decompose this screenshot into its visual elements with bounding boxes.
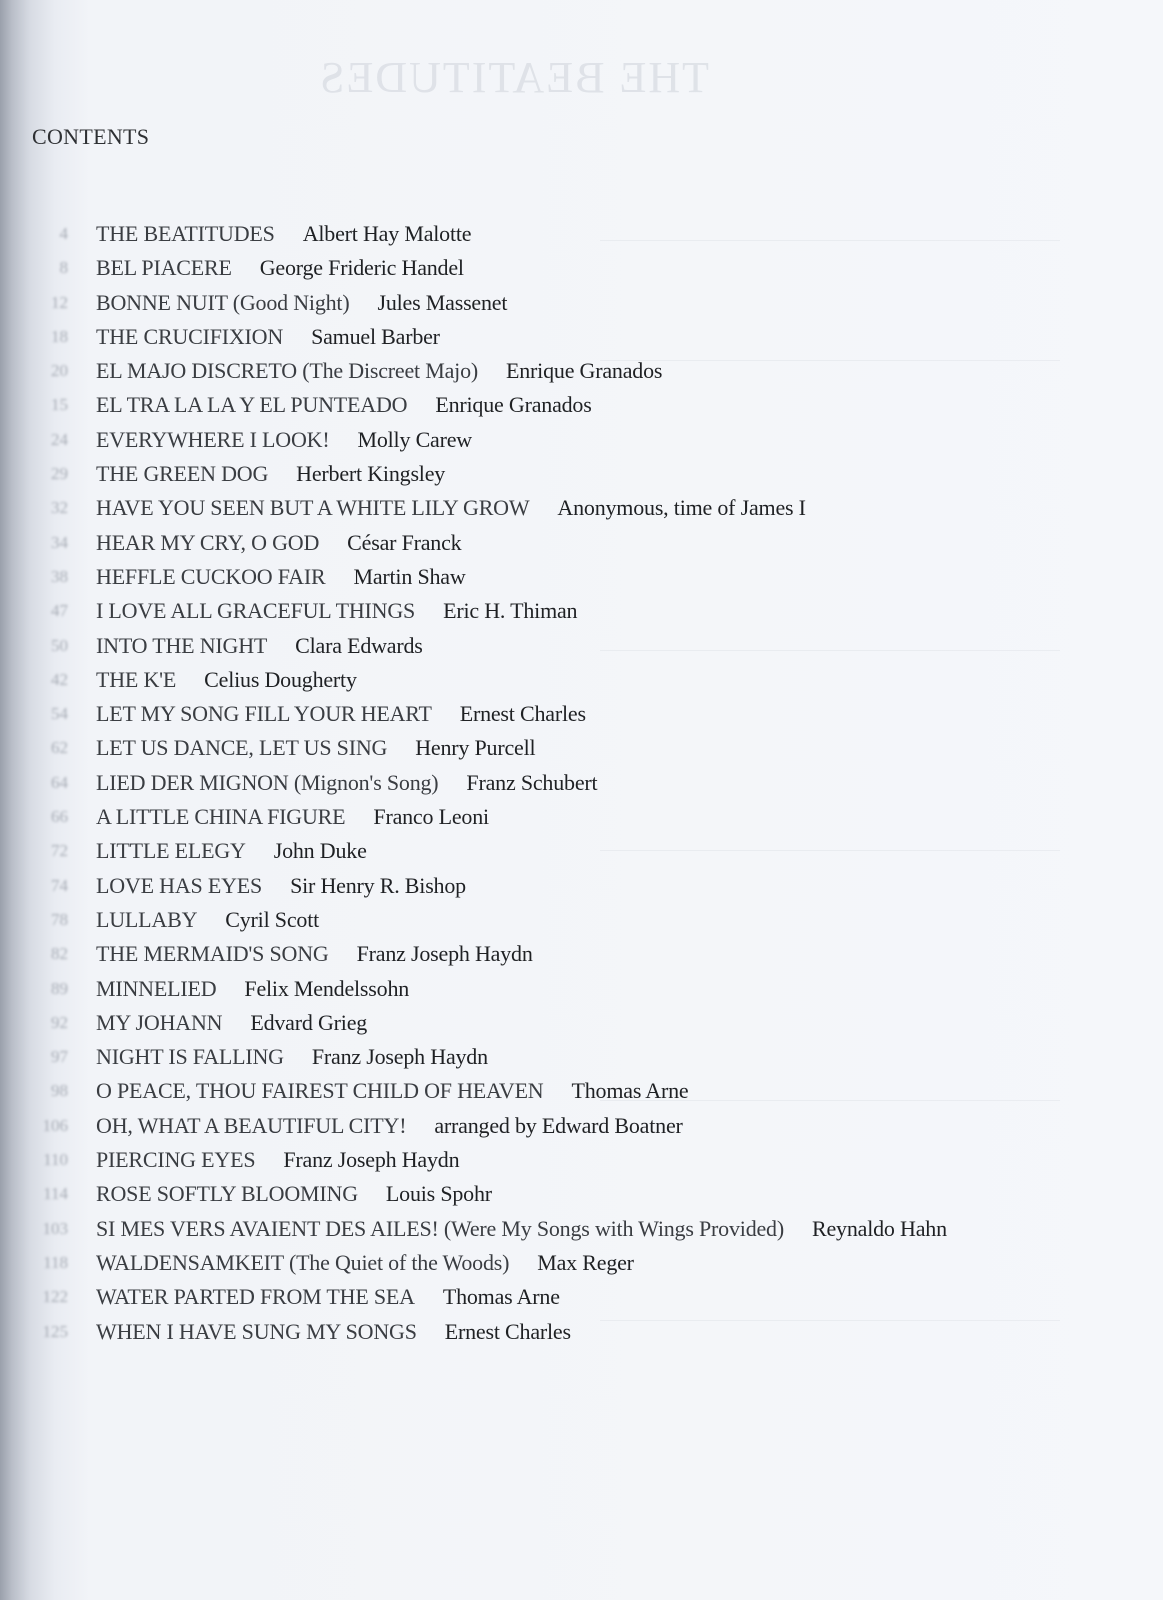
toc-song-title: ROSE SOFTLY BLOOMING (96, 1181, 358, 1207)
toc-entry (0, 594, 1163, 628)
toc-song-title: WATER PARTED FROM THE SEA (96, 1284, 415, 1310)
toc-composer: César Franck (347, 529, 462, 555)
toc-composer: Ernest Charles (444, 1318, 571, 1344)
toc-song-title: BEL PIACERE (96, 255, 232, 281)
toc-entry (0, 1177, 1163, 1211)
toc-song-title: EL TRA LA LA Y EL PUNTEADO (96, 392, 408, 418)
toc-song-title: WALDENSAMKEIT (The Quiet of the Woods) (96, 1249, 510, 1275)
toc-page-number: 114 (43, 1184, 68, 1204)
toc-entry-text (96, 354, 662, 388)
toc-entry-text (96, 1143, 459, 1177)
toc-composer: Louis Spohr (385, 1181, 492, 1207)
toc-entry (0, 286, 1163, 320)
toc-song-title: THE MERMAID'S SONG (96, 941, 329, 967)
toc-page-number: 118 (43, 1252, 68, 1272)
toc-page-number: 122 (42, 1287, 68, 1307)
toc-entry (0, 1040, 1163, 1074)
toc-composer: Franz Joseph Haydn (311, 1044, 488, 1070)
toc-entry-text (96, 1040, 488, 1074)
toc-page-number: 32 (51, 498, 68, 518)
toc-entry (0, 972, 1163, 1006)
toc-song-title: THE K'E (96, 666, 177, 692)
toc-composer: Cyril Scott (225, 906, 320, 932)
toc-page-number: 72 (51, 841, 68, 861)
toc-entry (0, 1074, 1163, 1108)
toc-entry-text (96, 697, 586, 731)
toc-entry (0, 766, 1163, 800)
toc-entry-text (96, 731, 535, 765)
toc-entry (0, 663, 1163, 697)
toc-entry (0, 560, 1163, 594)
toc-composer: Albert Hay Malotte (302, 221, 472, 246)
toc-song-title: LET MY SONG FILL YOUR HEART (96, 701, 432, 727)
toc-page-number: 66 (51, 807, 68, 827)
toc-entry-text (96, 1212, 947, 1246)
toc-entry-text (96, 286, 507, 320)
toc-entry-text (96, 834, 367, 868)
toc-entry (0, 731, 1163, 765)
toc-song-title: A LITTLE CHINA FIGURE (96, 804, 346, 830)
toc-composer: Eric H. Thiman (443, 598, 578, 624)
toc-composer: Franco Leoni (373, 804, 489, 830)
toc-entry (0, 1246, 1163, 1280)
toc-entry-text (96, 388, 592, 422)
toc-page-number: 74 (51, 875, 68, 895)
toc-song-title: HAVE YOU SEEN BUT A WHITE LILY GROW (96, 495, 530, 521)
toc-page-number: 92 (51, 1012, 68, 1032)
toc-page-number: 78 (51, 909, 68, 929)
toc-page-number: 8 (59, 258, 68, 278)
toc-composer: Celius Dougherty (204, 666, 357, 692)
toc-composer: Franz Joseph Haydn (356, 941, 533, 967)
toc-page-number: 103 (42, 1218, 68, 1238)
toc-entry (0, 869, 1163, 903)
toc-song-title: I LOVE ALL GRACEFUL THINGS (96, 598, 416, 624)
toc-song-title: THE BEATITUDES (96, 221, 275, 246)
toc-entry (0, 217, 1163, 251)
toc-composer: Henry Purcell (415, 735, 536, 761)
toc-song-title: WHEN I HAVE SUNG MY SONGS (96, 1318, 417, 1344)
toc-song-title: OH, WHAT A BEAUTIFUL CITY! (96, 1112, 407, 1138)
toc-entry (0, 491, 1163, 525)
toc-composer: Molly Carew (357, 426, 472, 452)
toc-entry-text (96, 766, 597, 800)
toc-entry-text (96, 1315, 571, 1349)
toc-page-number: 54 (51, 704, 68, 724)
toc-entry (0, 629, 1163, 663)
toc-page-number: 110 (43, 1150, 68, 1170)
toc-page-number: 47 (51, 601, 68, 621)
toc-entry (0, 423, 1163, 457)
toc-composer: Enrique Granados (435, 392, 592, 418)
toc-composer: Ernest Charles (459, 701, 586, 727)
toc-page-number: 50 (51, 635, 68, 655)
toc-page-number: 12 (51, 292, 68, 312)
toc-song-title: LET US DANCE, LET US SING (96, 735, 388, 761)
toc-composer: Clara Edwards (295, 632, 423, 658)
toc-song-title: EVERYWHERE I LOOK! (96, 426, 330, 452)
toc-page-number: 18 (51, 326, 68, 346)
toc-entry-text (96, 1177, 492, 1211)
toc-page-number: 98 (51, 1081, 68, 1101)
toc-entry-text (96, 457, 445, 491)
toc-composer: Jules Massenet (377, 289, 508, 315)
toc-song-title: O PEACE, THOU FAIREST CHILD OF HEAVEN (96, 1078, 544, 1104)
toc-composer: Enrique Granados (506, 358, 663, 384)
toc-page-number: 89 (51, 978, 68, 998)
toc-composer: Franz Schubert (466, 769, 598, 795)
toc-song-title: HEFFLE CUCKOO FAIR (96, 563, 326, 589)
toc-entry-text (96, 251, 464, 285)
toc-composer: arranged by Edward Boatner (434, 1112, 683, 1138)
toc-entry (0, 251, 1163, 285)
toc-page-number: 38 (51, 566, 68, 586)
toc-song-title: LOVE HAS EYES (96, 872, 263, 898)
toc-entry-text (96, 560, 466, 594)
toc-page-number: 20 (51, 361, 68, 381)
toc-composer: Max Reger (537, 1249, 634, 1275)
toc-composer: George Frideric Handel (259, 255, 464, 281)
bleed-through-title: THE BEATITUDES (318, 53, 709, 102)
toc-song-title: BONNE NUIT (Good Night) (96, 289, 350, 315)
toc-composer: Franz Joseph Haydn (283, 1147, 460, 1173)
toc-page-number: 64 (51, 772, 68, 792)
toc-entry-text (96, 1280, 560, 1314)
toc-page-number: 15 (51, 395, 68, 415)
toc-entry (0, 320, 1163, 354)
toc-entry (0, 388, 1163, 422)
toc-entry-text (96, 903, 319, 937)
toc-entry-text (96, 937, 533, 971)
toc-entry (0, 1280, 1163, 1314)
toc-entry (0, 1143, 1163, 1177)
toc-entry (0, 834, 1163, 868)
toc-entry (0, 937, 1163, 971)
toc-entry-text (96, 1109, 683, 1143)
toc-entry (0, 1109, 1163, 1143)
toc-song-title: THE GREEN DOG (96, 461, 269, 487)
toc-entry (0, 1212, 1163, 1246)
toc-entry-text (96, 1246, 634, 1280)
toc-composer: Martin Shaw (353, 563, 466, 589)
toc-song-title: PIERCING EYES (96, 1147, 256, 1173)
toc-entry-text (96, 320, 440, 354)
toc-page-number: 97 (51, 1047, 68, 1067)
toc-song-title: MINNELIED (96, 975, 217, 1001)
toc-entry-text (96, 526, 461, 560)
toc-composer: Samuel Barber (311, 323, 440, 349)
toc-composer: Felix Mendelssohn (244, 975, 410, 1001)
toc-entry (0, 526, 1163, 560)
toc-page-number: 29 (51, 464, 68, 484)
toc-entry-text (96, 1074, 688, 1108)
toc-page-number: 62 (51, 738, 68, 758)
toc-entry-text (96, 217, 471, 251)
toc-entry (0, 697, 1163, 731)
toc-composer: Edvard Grieg (250, 1009, 368, 1035)
toc-composer: Herbert Kingsley (296, 461, 446, 487)
toc-song-title: LITTLE ELEGY (96, 838, 246, 864)
toc-song-title: INTO THE NIGHT (96, 632, 268, 658)
toc-entry (0, 354, 1163, 388)
contents-heading: CONTENTS (32, 124, 150, 149)
toc-page-number: 24 (51, 429, 68, 449)
toc-entry-text (96, 594, 577, 628)
toc-page-number: 106 (42, 1115, 68, 1135)
toc-song-title: SI MES VERS AVAIENT DES AILES! (Were My Songs with Wings Provided) (96, 1215, 784, 1241)
toc-entry (0, 800, 1163, 834)
toc-composer: Thomas Arne (571, 1078, 689, 1104)
toc-composer: Thomas Arne (442, 1284, 560, 1310)
toc-page-number: 125 (42, 1321, 68, 1341)
toc-page-number: 34 (51, 532, 68, 552)
toc-composer: Anonymous, time of James I (557, 495, 806, 521)
toc-entry-text (96, 972, 409, 1006)
toc-entry-text (96, 491, 806, 525)
toc-entry (0, 903, 1163, 937)
toc-entry-text (96, 800, 489, 834)
toc-composer: John Duke (273, 838, 367, 864)
toc-song-title: LULLABY (96, 906, 198, 932)
toc-entry-text (96, 663, 357, 697)
toc-entry (0, 1006, 1163, 1040)
toc-song-title: THE CRUCIFIXION (96, 323, 284, 349)
toc-entry-text (96, 629, 423, 663)
toc-song-title: LIED DER MIGNON (Mignon's Song) (96, 769, 439, 795)
toc-entry-text (96, 1006, 367, 1040)
toc-composer: Reynaldo Hahn (812, 1215, 947, 1241)
toc-page-number: 82 (51, 944, 68, 964)
toc-entry-text (96, 869, 466, 903)
toc-page-number: 4 (59, 224, 68, 243)
toc-song-title: EL MAJO DISCRETO (The Discreet Majo) (96, 358, 479, 384)
toc-song-title: MY JOHANN (96, 1009, 223, 1035)
toc-song-title: NIGHT IS FALLING (96, 1044, 284, 1070)
table-of-contents (0, 217, 1163, 1349)
toc-entry (0, 1315, 1163, 1349)
toc-entry-text (96, 423, 472, 457)
toc-entry (0, 457, 1163, 491)
toc-page-number: 42 (51, 669, 68, 689)
toc-song-title: HEAR MY CRY, O GOD (96, 529, 320, 555)
toc-composer: Sir Henry R. Bishop (290, 872, 466, 898)
